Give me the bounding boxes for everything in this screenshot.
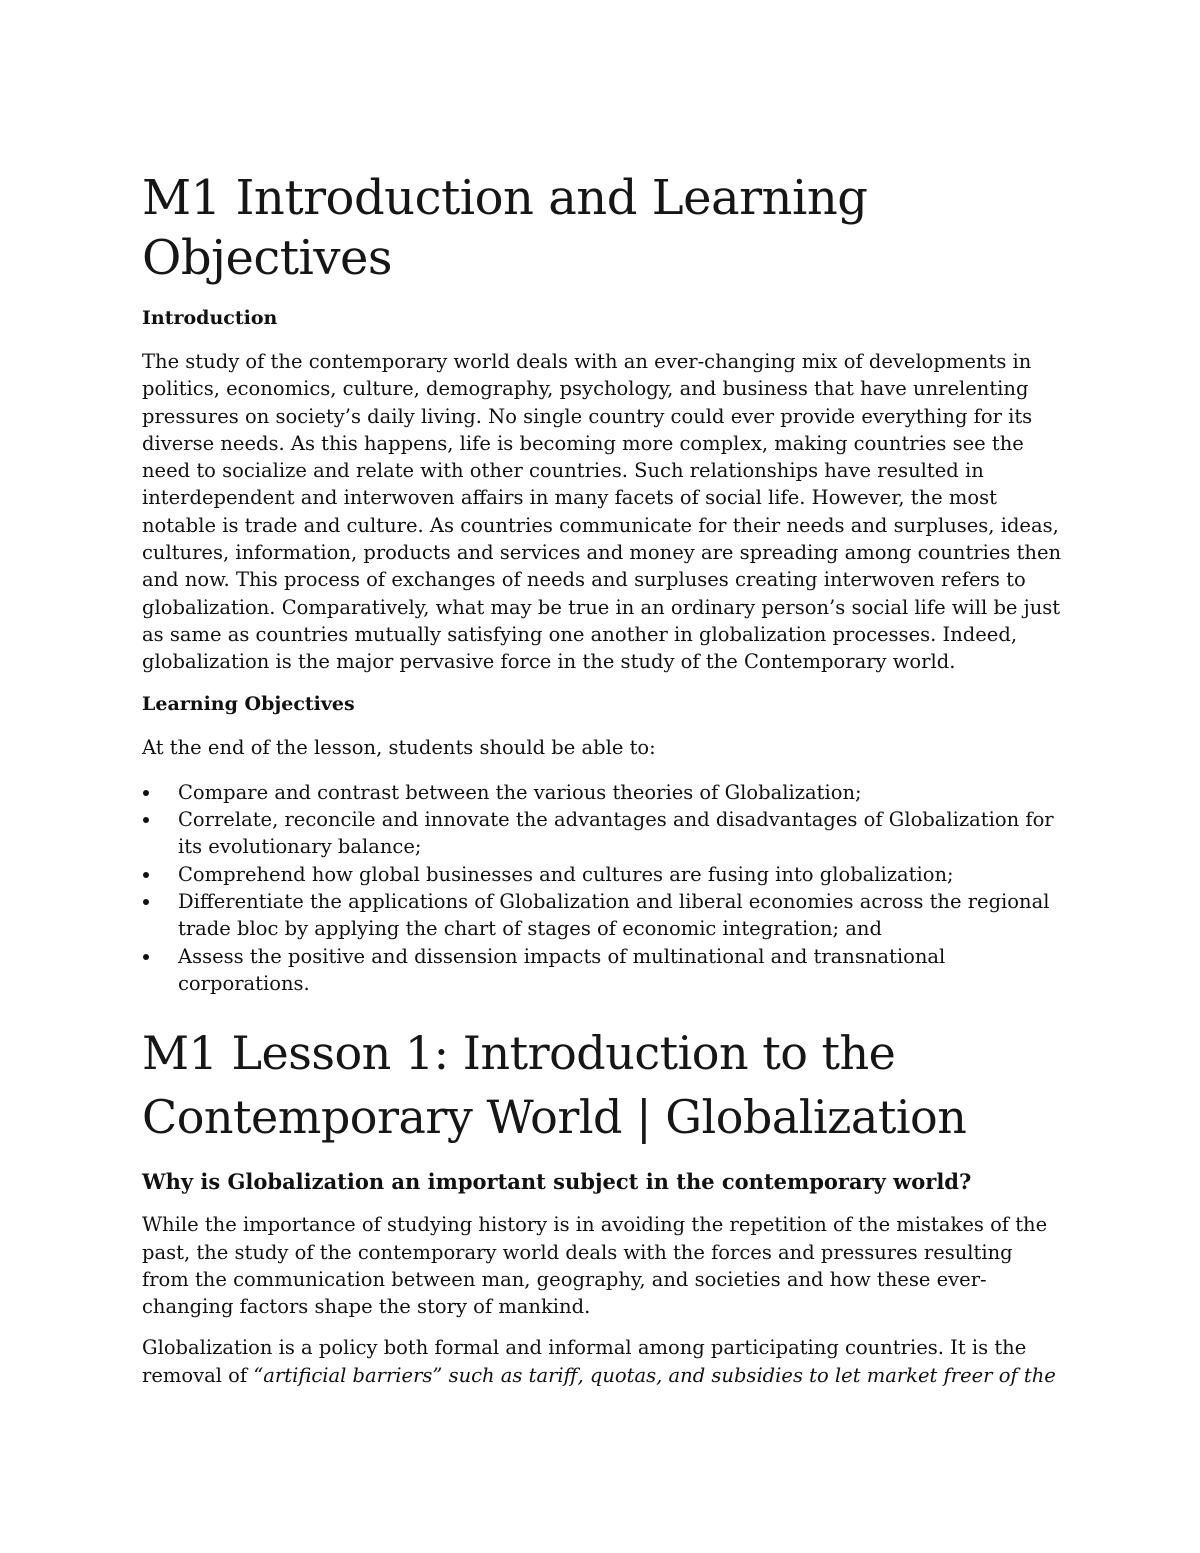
bullet-icon (143, 872, 149, 878)
list-item (142, 888, 1062, 943)
list-item (142, 943, 1062, 998)
objectives-intro: At the end of the lesson, students should be able to: (142, 735, 656, 759)
bullet-icon (143, 954, 149, 960)
history-paragraph: While the importance of studying history is in avoiding the repetition of the mistakes of the past, the study of the contemporary world deals with the forces and pressures resulting from the communication between man, geography, and societies and how these ever-changing factors shape the story of mankind. (142, 1213, 1048, 1319)
objective-text: Differentiate the applications of Globalization and liberal economies across the regional trade bloc by applying the chart of stages of economic integration; and (178, 890, 1050, 941)
objectives-list (142, 779, 1062, 997)
globalization-paragraph (142, 1334, 1062, 1389)
learning-objectives-heading: Learning Objectives (142, 692, 355, 715)
globalization-paragraph-italic: “artificial barriers” such as tariff, quotas, and subsidies to let market freer of the (253, 1363, 1056, 1387)
question-heading: Why is Globalization an important subject in the contemporary world? (142, 1169, 972, 1195)
document-content (142, 168, 1062, 1403)
list-item (142, 861, 1062, 888)
bullet-icon (143, 899, 149, 905)
introduction-heading: Introduction (142, 307, 278, 329)
objective-text: Assess the positive and dissension impacts of multinational and transnational corporations. (178, 944, 946, 995)
bullet-icon (143, 817, 149, 823)
objective-text: Correlate, reconcile and innovate the advantages and disadvantages of Globalization for its evolutionary balance; (178, 808, 1054, 859)
objective-text: Comprehend how global businesses and cultures are fusing into globalization; (178, 862, 954, 886)
lesson-title: M1 Lesson 1: Introduction to the Contemporary World | Globalization (142, 1026, 967, 1145)
globalization-paragraph-text: Globalization is a policy both formal and informal among participating countries. It is the removal of (142, 1336, 1027, 1387)
objective-text: Compare and contrast between the various theories of Globalization; (178, 780, 862, 804)
bullet-icon (143, 790, 149, 796)
list-item (142, 806, 1062, 861)
introduction-paragraph: The study of the contemporary world deals with an ever-changing mix of developments in politics, economics, culture, demography, psychology, and business that have unrelenting pressures on society’s daily living. No single country could ever provide everything for its diverse needs. As this happens, life is becoming more complex, making countries see the need to socialize and relate with other countries. Such relationships have resulted in interdependent and interwoven affairs in many facets of social life. However, the most notable is trade and culture. As countries communicate for their needs and surpluses, ideas, cultures, information, products and services and money are spreading among countries then and now. This process of exchanges of needs and surpluses creating interwoven refers to globalization. Comparatively, what may be true in an ordinary person’s social life will be just as same as countries mutually satisfying one another in globalization processes. Indeed, globalization is the major pervasive force in the study of the Contemporary world. (142, 350, 1062, 674)
list-item (142, 779, 1062, 806)
module-title: M1 Introduction and Learning Objectives (142, 170, 868, 286)
